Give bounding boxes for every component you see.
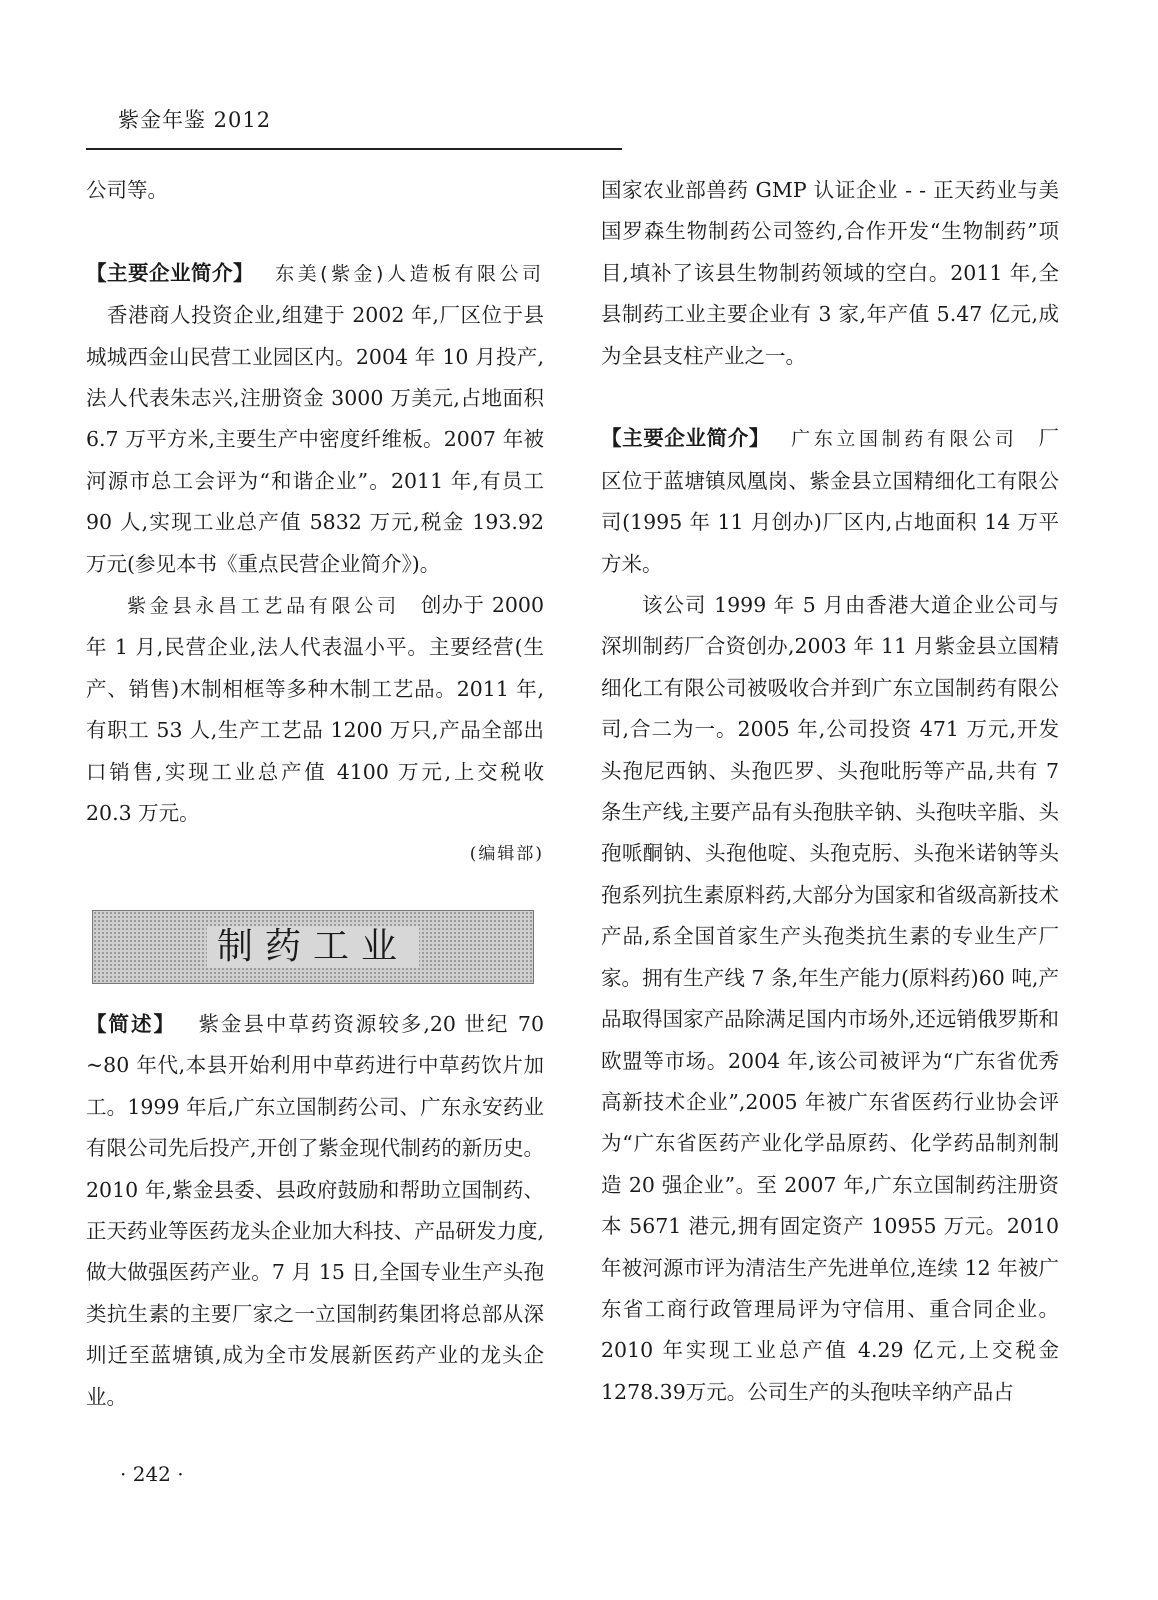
summary-paragraph — [86, 1004, 544, 1418]
enterprise-text: 香港商人投资企业,组建于 2002 年,厂区位于县城城西金山民营工业园区内。2004 年 10 月投产,法人代表朱志兴,注册资金 3000 万美元,占地面积 6.7 万平方米,主要生产中密度纤维板。2007 年被河源市总工会评为“和谐企业”。2011 年,有员工 90 人,实现工业总产值 5832 万元,税金 193.92 万元(参见本书《重点民营企业简介》)。 — [86, 303, 544, 576]
section-tag: 【主要企业简介】 — [86, 260, 255, 285]
spacer — [86, 211, 544, 252]
company-name: 紫金县永昌工艺品有限公司 — [127, 595, 400, 618]
section-tag: 【主要企业简介】 — [601, 426, 770, 451]
paragraph: 该公司 1999 年 5 月由香港大道企业公司与深圳制药厂合资创办,2003 年 11 月紫金县立国精细化工有限公司被吸收合并到广东立国制药有限公司,合二为一。2005 年,公司投资 471 万元,开发头孢尼西钠、头孢匹罗、头孢吡肟等产品,共有 7 条生产线,主要产品有头孢肤辛钠、头孢呋辛脂、头孢哌酮钠、头孢他啶、头孢克肟、头孢米诺钠等头孢系列抗生素原料药,大部分为国家和省级高新技术产品,系全国首家生产头孢类抗生素的专业生产厂家。拥有生产线 7 条,年生产能力(原料药)60 吨,产品取得国家产品除满足国内市场外,还远销俄罗斯和欧盟等市场。2004 年,该公司被评为“广东省优秀高新技术企业”,2005 年被广东省医药行业协会评为“广东省医药产业化学品原药、化学药品制剂制造 20 强企业”。至 2007 年,广东立国制药注册资本 5671 港元,拥有固定资产 10955 万元。2010 年被河源市评为清洁生产先进单位,连续 12 年被广东省工商行政管理局评为守信用、重合同企业。2010 年实现工业总产值 4.29 亿元,上交税金 1278.39万元。公司生产的头孢呋辛纳产品占 — [601, 593, 1059, 1404]
company-name: 广东立国制药有限公司 — [790, 428, 1018, 451]
paragraph: 公司等。 — [86, 178, 168, 202]
spacer — [601, 377, 1059, 418]
company-name: 东美(紫金)人造板有限公司 — [274, 262, 545, 285]
section-title: 制药工业 — [207, 926, 419, 967]
running-header: 紫金年鉴 2012 — [118, 108, 272, 132]
section-tag: 【简述】 — [86, 1011, 176, 1036]
enterprise-entry — [86, 253, 544, 585]
enterprise-text: 创办于 2000 年 1 月,民营企业,法人代表温小平。主要经营(生产、销售)木制相框等多种木制工艺品。2011 年,有职工 53 人,生产工艺品 1200 万只,产品全部出口销售,实现工业总产值 4100 万元,上交税收 20.3 万元。 — [86, 593, 544, 826]
enterprise-entry — [86, 585, 544, 834]
left-column — [86, 170, 544, 1418]
right-column — [601, 170, 1059, 1413]
enterprise-text: 厂区位于蓝塘镇凤凰岗、紫金县立国精细化工有限公司(1995 年 11 月创办)厂区内,占地面积 14 万平方米。 — [601, 426, 1059, 576]
page-number: · 242 · — [120, 1462, 184, 1486]
header-rule — [86, 148, 622, 150]
paragraph: 国家农业部兽药 GMP 认证企业 - - 正天药业与美国罗森生物制药公司签约,合作开发“生物制药”项目,填补了该县生物制药领域的空白。2011 年,全县制药工业主要企业有 3 家,年产值 5.47 亿元,成为全县支柱产业之一。 — [601, 178, 1059, 368]
enterprise-entry — [601, 418, 1059, 585]
summary-text: 紫金县中草药资源较多,20 世纪 70 ~80 年代,本县开始利用中草药进行中草药饮片加工。1999 年后,广东立国制药公司、广东永安药业有限公司先后投产,开创了紫金现代制药的新历史。2010 年,紫金县委、县政府鼓励和帮助立国制药、正天药业等医药龙头企业加大科技、产品研发力度,做大做强医药产业。7 月 15 日,全国专业生产头孢类抗生素的主要厂家之一立国制药集团将总部从深圳迁至蓝塘镇,成为全市发展新医药产业的龙头企业。 — [86, 1011, 544, 1409]
section-banner — [92, 910, 534, 984]
editor-credit: (编辑部) — [469, 844, 544, 865]
